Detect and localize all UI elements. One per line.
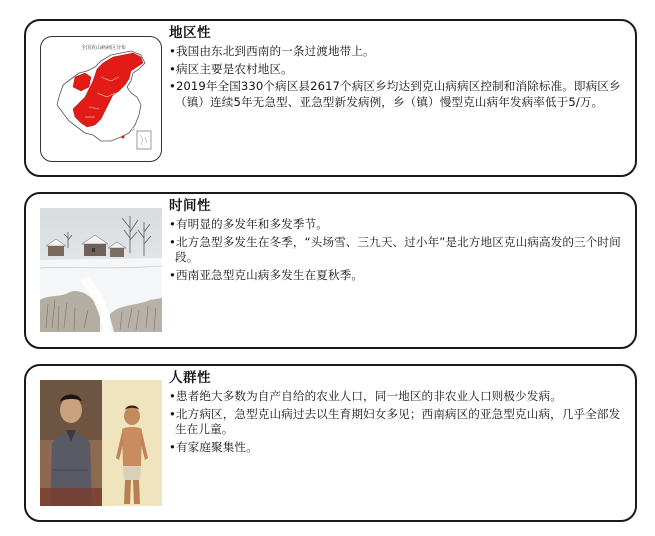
map-caption: 全国克山病病区分布 <box>81 45 127 51</box>
bullet-item: •北方急型多发生在冬季，“头场雪、三九天、过小年”是北方地区克山病高发的三个时间段。 <box>169 234 621 264</box>
section-card-region <box>24 19 637 177</box>
section-content <box>169 24 627 112</box>
snowy-village-photo <box>40 208 162 332</box>
section-content <box>169 197 627 285</box>
patients-image <box>40 380 162 506</box>
section-card-population <box>24 364 637 522</box>
bullet-list <box>169 44 627 110</box>
bullet-item: •患者绝大多数为自产自给的农业人口，同一地区的非农业人口则极少发病。 <box>169 389 562 403</box>
bullet-list <box>169 389 627 455</box>
bullet-item: •有明显的多发年和多发季节。 <box>169 217 328 231</box>
section-title: 时间性 <box>169 198 211 214</box>
patients-photo <box>40 380 162 506</box>
china-map-image <box>40 36 162 162</box>
south-sea-inset <box>137 131 151 149</box>
bullet-item: •北方病区，急型克山病过去以生育期妇女多见；西南病区的亚急型克山病，几乎全部发生在儿童。 <box>169 406 621 436</box>
section-content <box>169 369 627 457</box>
china-map-icon <box>41 37 161 161</box>
bullet-item: •我国由东北到西南的一条过渡地带上。 <box>169 44 375 58</box>
bullet-item: •2019年全国330个病区县2617个病区乡均达到克山病病区控制和消除标准。即病区乡（镇）连续5年无急型、亚急型新发病例，乡（镇）慢型克山病年发病率低于5/万。 <box>169 79 621 109</box>
bullet-item: •西南亚急型克山病多发生在夏秋季。 <box>169 267 364 282</box>
snowy-village-image <box>40 208 162 332</box>
bullet-item: •病区主要是农村地区。 <box>169 61 293 76</box>
section-title: 地区性 <box>169 25 211 41</box>
section-title: 人群性 <box>169 370 211 386</box>
section-card-time <box>24 192 637 349</box>
bullet-item: •有家庭聚集性。 <box>169 439 258 454</box>
bullet-list <box>169 217 627 283</box>
